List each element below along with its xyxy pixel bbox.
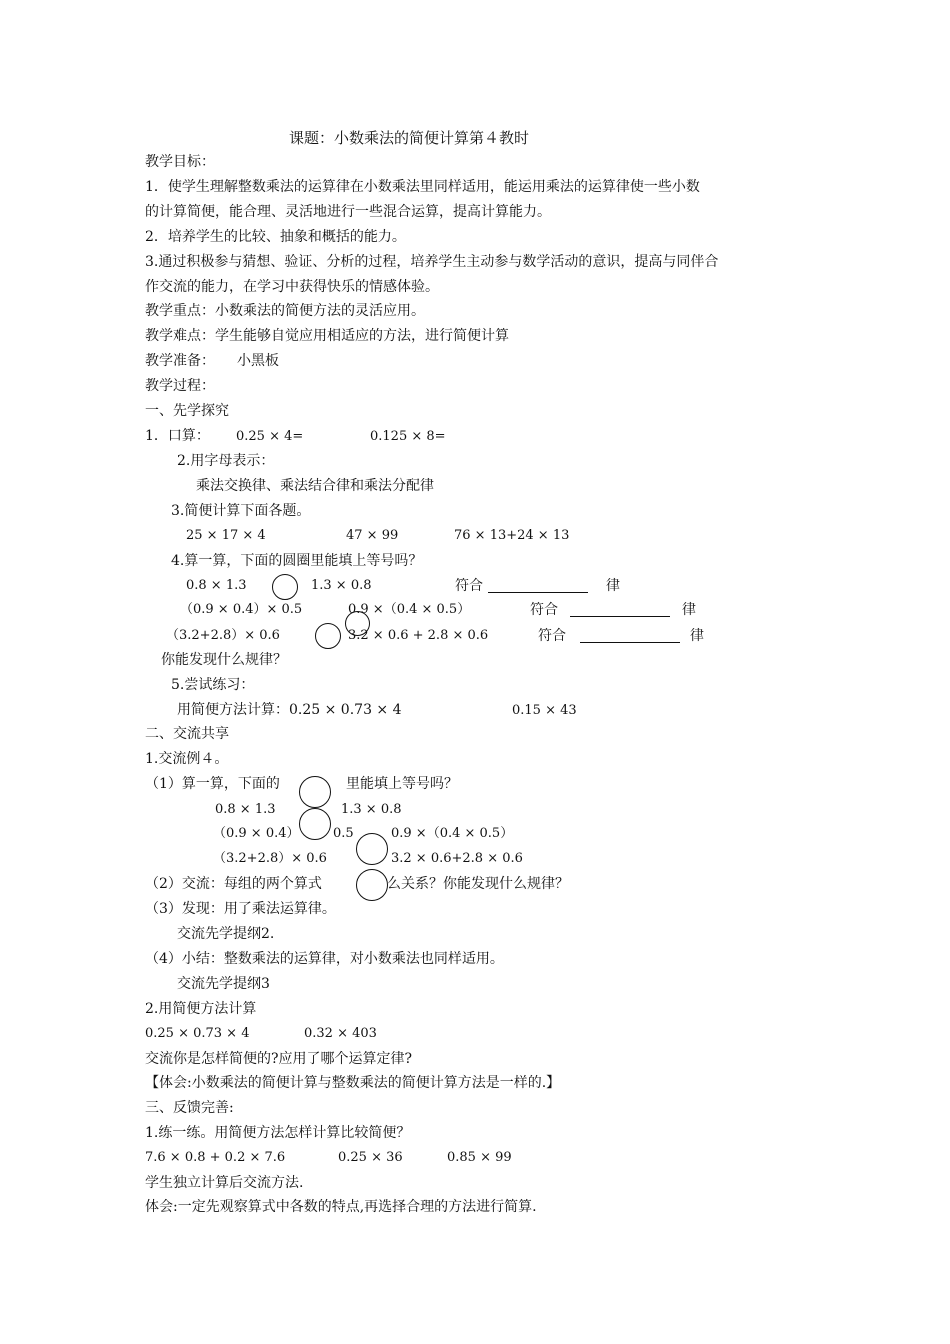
oral-calc-label: 1．口算： xyxy=(145,428,210,444)
objective-3-line-1: 3.通过积极参与猜想、验证、分析的过程，培养学生主动参与数学活动的意识，提高与同伴合 xyxy=(145,254,719,270)
section-objectives-heading: 教学目标： xyxy=(145,154,215,170)
part-2-heading: 二、交流共享 xyxy=(145,726,229,742)
law-label: 律 xyxy=(682,602,696,618)
teaching-difficulty: 教学难点：学生能够自觉应用相适应的方法，进行简便计算 xyxy=(145,328,509,344)
calc-item-3: 76 × 13+24 × 13 xyxy=(454,528,570,543)
exchange-example: 1.交流例４。 xyxy=(145,751,229,767)
law-label: 律 xyxy=(690,628,704,644)
blank-circle xyxy=(356,869,388,901)
expr-row3-right: 3.2 × 0.6 + 2.8 × 0.6 xyxy=(348,628,489,643)
oral-calc-2: 0.125 × 8= xyxy=(370,429,446,444)
method-calc-1: 0.25 × 0.73 × 4 xyxy=(145,1026,250,1041)
step-1-text-b: 里能填上等号吗？ xyxy=(346,776,458,792)
expr-b-row3-right: 3.2 × 0.6+2.8 × 0.6 xyxy=(391,851,523,866)
expr-b-row1-right: 1.3 × 0.8 xyxy=(341,802,402,817)
practice-calc-2: 0.25 × 36 xyxy=(338,1150,403,1165)
part-1-heading: 一、先学探究 xyxy=(145,403,229,419)
law-label: 律 xyxy=(606,578,620,594)
conforms-label: 符合 xyxy=(455,578,483,594)
teaching-preparation-value: 小黑板 xyxy=(237,353,279,369)
part-3-heading: 三、反馈完善: xyxy=(145,1100,234,1116)
oral-calc-1: 0.25 × 4= xyxy=(236,429,304,444)
step-2-text-a: （2）交流：每组的两个算式 xyxy=(145,876,322,892)
step-4-summary: （4）小结：整数乘法的运算律，对小数乘法也同样适用。 xyxy=(145,951,504,967)
step-1-text-a: （1）算一算，下面的 xyxy=(145,776,280,792)
expr-b-row1-left: 0.8 × 1.3 xyxy=(215,802,276,817)
objective-1-line-2: 的计算简便，能合理、灵活地进行一些混合运算，提高计算能力。 xyxy=(145,204,551,220)
letter-representation: 2.用字母表示： xyxy=(177,453,275,469)
conforms-label: 符合 xyxy=(538,628,566,644)
simplified-method-heading: 2.用简便方法计算 xyxy=(145,1001,257,1017)
expr-row1-left: 0.8 × 1.3 xyxy=(186,578,247,593)
blank-circle xyxy=(315,623,341,649)
independent-calc-note: 学生独立计算后交流方法. xyxy=(145,1175,304,1191)
calc-item-1: 25 × 17 × 4 xyxy=(186,528,266,543)
practice-calc-3: 0.85 × 99 xyxy=(447,1150,512,1165)
blank-circle xyxy=(299,776,331,808)
expr-b-row2-left: （0.9 × 0.4） xyxy=(213,826,300,841)
exchange-outline-3: 交流先学提纲3 xyxy=(177,976,270,992)
method-calc-2: 0.32 × 403 xyxy=(304,1026,377,1041)
expr-row2-right: 0.9 ×（0.4 × 0.5） xyxy=(348,602,471,617)
exchange-outline-2: 交流先学提纲2. xyxy=(177,926,275,942)
expr-b-row3-left: （3.2+2.8）× 0.6 xyxy=(213,851,327,866)
try-practice-1: 用简便方法计算：0.25 × 0.73 × 4 xyxy=(177,702,402,718)
simplified-calc-heading: 3.简便计算下面各题。 xyxy=(171,503,311,519)
final-insight: 体会:一定先观察算式中各数的特点,再选择合理的方法进行简算. xyxy=(145,1199,537,1215)
pattern-question: 你能发现什么规律？ xyxy=(161,652,287,668)
step-2-text-b: 么关系？你能发现什么规律？ xyxy=(387,876,569,892)
objective-1-line-1: 1．使学生理解整数乘法的运算律在小数乘法里同样适用，能运用乘法的运算律使一些小数 xyxy=(145,179,700,195)
answer-blank xyxy=(570,602,670,617)
page-title: 课题：小数乘法的简便计算第４教时 xyxy=(289,129,530,147)
teaching-focus: 教学重点：小数乘法的简便方法的灵活应用。 xyxy=(145,303,425,319)
teaching-process-heading: 教学过程： xyxy=(145,378,215,394)
step-3-text: （3）发现：用了乘法运算律。 xyxy=(145,901,336,917)
objective-3-line-2: 作交流的能力，在学习中获得快乐的情感体验。 xyxy=(145,279,439,295)
practice-question: 1.练一练。用简便方法怎样计算比较简便？ xyxy=(145,1125,411,1141)
teaching-preparation-label: 教学准备： xyxy=(145,353,215,369)
expr-b-row2-right: 0.9 ×（0.4 × 0.5） xyxy=(391,826,514,841)
expr-row2-left: （0.9 × 0.4）× 0.5 xyxy=(180,602,303,617)
practice-calc-1: 7.6 × 0.8 + 0.2 × 7.6 xyxy=(145,1150,286,1165)
answer-blank xyxy=(488,578,588,593)
multiplication-laws: 乘法交换律、乘法结合律和乘法分配律 xyxy=(196,478,434,494)
try-practice-heading: 5.尝试练习： xyxy=(171,677,255,693)
expr-row1-right: 1.3 × 0.8 xyxy=(311,578,372,593)
objective-2: 2．培养学生的比较、抽象和概括的能力。 xyxy=(145,229,406,245)
blank-circle xyxy=(272,574,298,600)
expr-row3-left: （3.2+2.8）× 0.6 xyxy=(166,628,280,643)
answer-blank xyxy=(580,628,680,643)
insight-bracket: 【体会:小数乘法的简便计算与整数乘法的简便计算方法是一样的.】 xyxy=(145,1075,561,1091)
blank-circle xyxy=(356,833,388,865)
expr-b-row2-mid: 0.5 xyxy=(333,826,354,841)
exchange-question: 交流你是怎样简便的?应用了哪个运算定律? xyxy=(145,1051,413,1067)
conforms-label: 符合 xyxy=(530,602,558,618)
calc-item-2: 47 × 99 xyxy=(346,528,399,543)
blank-circle xyxy=(299,808,331,840)
try-practice-2: 0.15 × 43 xyxy=(512,703,577,718)
circle-question: 4.算一算，下面的圆圈里能填上等号吗？ xyxy=(171,553,423,569)
